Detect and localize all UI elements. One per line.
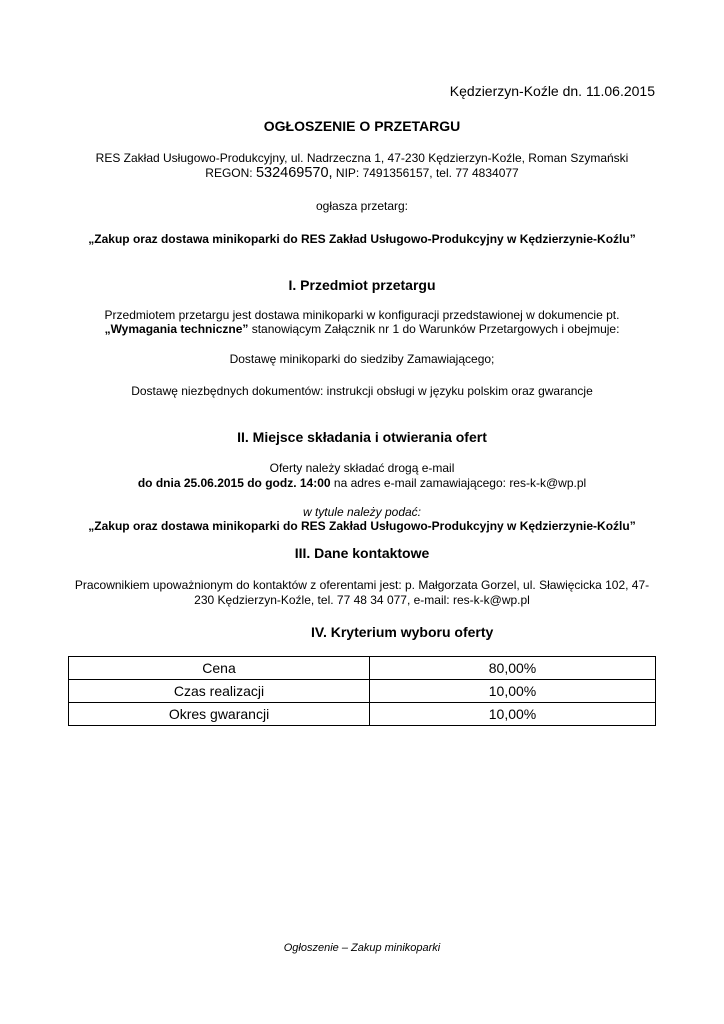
table-row [69,703,656,726]
document-title: OGŁOSZENIE O PRZETARGU [263,118,461,134]
section3-line2: 230 Kędzierzyn-Koźle, tel. 77 48 34 077, e-mail: res-k-k@wp.pl [194,593,530,607]
section2-heading: II. Miejsce składania i otwierania ofert [237,429,487,445]
section4-heading: IV. Kryterium wyboru oferty [311,624,494,640]
page-footer: Ogłoszenie – Zakup minikoparki [283,942,441,954]
company-line: RES Zakład Usługowo-Produkcyjny, ul. Nadrzeczna 1, 47-230 Kędzierzyn-Koźle, Roman Szymański [95,151,629,165]
criterion-cell: Cena [69,657,370,680]
section3-line1: Pracownikiem upoważnionym do kontaktów z oferentami jest: p. Małgorzata Gorzel, ul. Sławięcicka 102, 47- [74,578,650,592]
announces-text: ogłasza przetarg: [315,199,409,213]
nip-tel: NIP: 7491356157, tel. 77 4834077 [332,166,519,180]
registration-line [0,165,724,181]
table-row [69,657,656,680]
section1-line2-rest: stanowiącym Załącznik nr 1 do Warunków Przetargowych i obejmuje: [248,322,620,336]
criterion-cell: Czas realizacji [69,680,370,703]
section2-line1: Oferty należy składać drogą e-mail [269,461,455,475]
section1-item2: Dostawę niezbędnych dokumentów: instrukcji obsługi w języku polskim oraz gwarancje [131,384,593,398]
criteria-table [68,656,656,726]
regon-label: REGON: [205,166,256,180]
weight-cell: 10,00% [370,703,656,726]
technical-requirements-title: „Wymagania techniczne” [104,322,249,336]
section3-heading: III. Dane kontaktowe [294,545,430,561]
criterion-cell: Okres gwarancji [69,703,370,726]
deadline-date: do dnia 25.06.2015 do godz. 14:00 [137,476,331,490]
table-row [69,680,656,703]
deadline-rest: na adres e-mail zamawiającego: res-k-k@wp.pl [330,476,587,490]
section1-heading: I. Przedmiot przetargu [288,277,436,293]
regon-value: 532469570, [255,165,333,181]
subject-label: w tytule należy podać: [302,505,422,519]
section1-line1: Przedmiotem przetargu jest dostawa minikoparki w konfiguracji przedstawionej w dokumencie pt. [104,308,620,322]
weight-cell: 80,00% [370,657,656,680]
weight-cell: 10,00% [370,680,656,703]
place-date: Kędzierzyn-Koźle dn. 11.06.2015 [449,83,655,99]
section2-deadline [0,475,724,491]
section1-line2 [0,321,724,337]
subject-title: „Zakup oraz dostawa minikoparki do RES Zakład Usługowo-Produkcyjny w Kędzierzynie-Koźlu” [88,519,636,533]
section1-item1: Dostawę minikoparki do siedziby Zamawiającego; [229,352,495,366]
tender-name: „Zakup oraz dostawa minikoparki do RES Zakład Usługowo-Produkcyjny w Kędzierzynie-Koźlu” [88,232,636,246]
